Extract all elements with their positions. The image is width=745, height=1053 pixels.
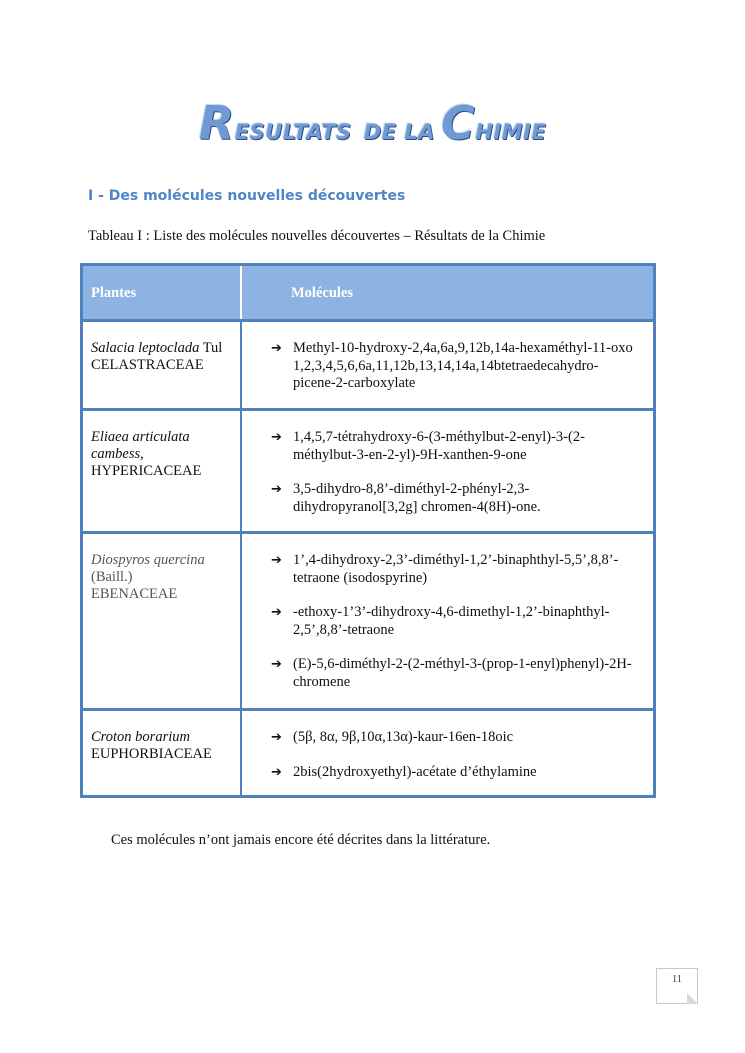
arrow-bullet-icon: ➔ bbox=[271, 657, 282, 672]
molecule-name: (E)-5,6-diméthyl-2-(2-méthyl-3-(prop-1-enyl)phenyl)-2H-chromene bbox=[293, 656, 632, 690]
title-word-resultats: ESULTATS bbox=[234, 120, 352, 144]
molecule-name: 1’,4-dihydroxy-2,3’-diméthyl-1,2’-binaphthyl-5,5’,8,8’-tetraone (isodospyrine) bbox=[293, 552, 619, 586]
table-row bbox=[83, 408, 653, 531]
page-title bbox=[0, 96, 745, 150]
plant-cell bbox=[91, 340, 231, 374]
plant-name: Diospyros quercina bbox=[91, 552, 205, 568]
header-molecules: Molécules bbox=[291, 285, 354, 301]
list-item bbox=[271, 729, 641, 747]
molecule-name: -ethoxy-1’3’-dihydroxy-4,6-dimethyl-1,2’-binaphthyl-2,5’,8,8’-tetraone bbox=[293, 604, 610, 638]
plant-name: Croton borarium bbox=[91, 729, 190, 745]
title-initial-r: R bbox=[198, 96, 235, 150]
title-word-de-la: DE LA bbox=[363, 120, 435, 144]
title-word-chimie: HIMIE bbox=[475, 120, 547, 144]
page-number-box bbox=[656, 968, 698, 1004]
arrow-bullet-icon: ➔ bbox=[271, 730, 282, 745]
table-row bbox=[83, 531, 653, 708]
plant-author: , bbox=[140, 446, 144, 462]
arrow-bullet-icon: ➔ bbox=[271, 430, 282, 445]
plant-name: Salacia leptoclada bbox=[91, 340, 200, 356]
plant-author: (Baill.) bbox=[91, 569, 133, 585]
molecule-name: 1,4,5,7-tétrahydroxy-6-(3-méthylbut-2-enyl)-3-(2-méthylbut-3-en-2-yl)-9H-xanthen-9-one bbox=[293, 429, 585, 463]
molecule-name: 2bis(2hydroxyethyl)-acétate d’éthylamine bbox=[293, 763, 537, 780]
list-item bbox=[271, 764, 641, 782]
molecule-name: 3,5-dihydro-8,8’-diméthyl-2-phényl-2,3-dihydropyranol[3,2g] chromen-4(8H)-one. bbox=[293, 481, 541, 515]
table-row bbox=[83, 708, 653, 795]
molecules-cell bbox=[271, 552, 641, 708]
molecule-name: Methyl-10-hydroxy-2,4a,6a,9,12b,14a-hexaméthyl-11-oxo 1,2,3,4,5,6,6a,11,12b,13,14,14a,14btetraedecahydro-picene-2-carboxylate bbox=[293, 340, 633, 391]
arrow-bullet-icon: ➔ bbox=[271, 482, 282, 497]
column-divider bbox=[240, 322, 242, 408]
conclusion-note: Ces molécules n’ont jamais encore été décrites dans la littérature. bbox=[111, 832, 491, 848]
arrow-bullet-icon: ➔ bbox=[271, 553, 282, 568]
plant-cell bbox=[91, 552, 231, 603]
page-number: 11 bbox=[672, 974, 682, 985]
header-plantes: Plantes bbox=[91, 285, 137, 301]
section-heading: I - Des molécules nouvelles découvertes bbox=[88, 188, 406, 204]
column-divider bbox=[240, 534, 242, 708]
page-fold-icon bbox=[687, 993, 698, 1004]
column-divider bbox=[240, 266, 242, 322]
plant-name: Eliaea articulata cambess bbox=[91, 429, 190, 462]
table-caption: Tableau I : Liste des molécules nouvelles découvertes – Résultats de la Chimie bbox=[88, 228, 546, 244]
molecules-cell bbox=[271, 340, 641, 410]
arrow-bullet-icon: ➔ bbox=[271, 341, 282, 356]
plant-family: EBENACEAE bbox=[91, 586, 178, 602]
list-item bbox=[271, 552, 641, 587]
molecules-cell bbox=[271, 429, 641, 533]
table-header-row bbox=[83, 266, 653, 322]
molecules-table bbox=[80, 263, 656, 798]
column-divider bbox=[240, 411, 242, 531]
list-item bbox=[271, 604, 641, 639]
plant-cell bbox=[91, 729, 231, 763]
plant-family: HYPERICACEAE bbox=[91, 463, 202, 479]
plant-cell bbox=[91, 429, 231, 480]
list-item bbox=[271, 429, 641, 464]
arrow-bullet-icon: ➔ bbox=[271, 605, 282, 620]
molecules-cell bbox=[271, 729, 641, 798]
column-divider bbox=[240, 711, 242, 795]
list-item bbox=[271, 340, 641, 393]
list-item bbox=[271, 656, 641, 691]
plant-family: CELASTRACEAE bbox=[91, 357, 204, 373]
list-item bbox=[271, 481, 641, 516]
table-row bbox=[83, 319, 653, 408]
molecule-name: (5β, 8α, 9β,10α,13α)-kaur-16en-18oic bbox=[293, 729, 514, 745]
plant-family: EUPHORBIACEAE bbox=[91, 746, 212, 762]
plant-author: Tul bbox=[199, 340, 223, 356]
title-initial-c: C bbox=[440, 96, 476, 150]
arrow-bullet-icon: ➔ bbox=[271, 764, 282, 780]
